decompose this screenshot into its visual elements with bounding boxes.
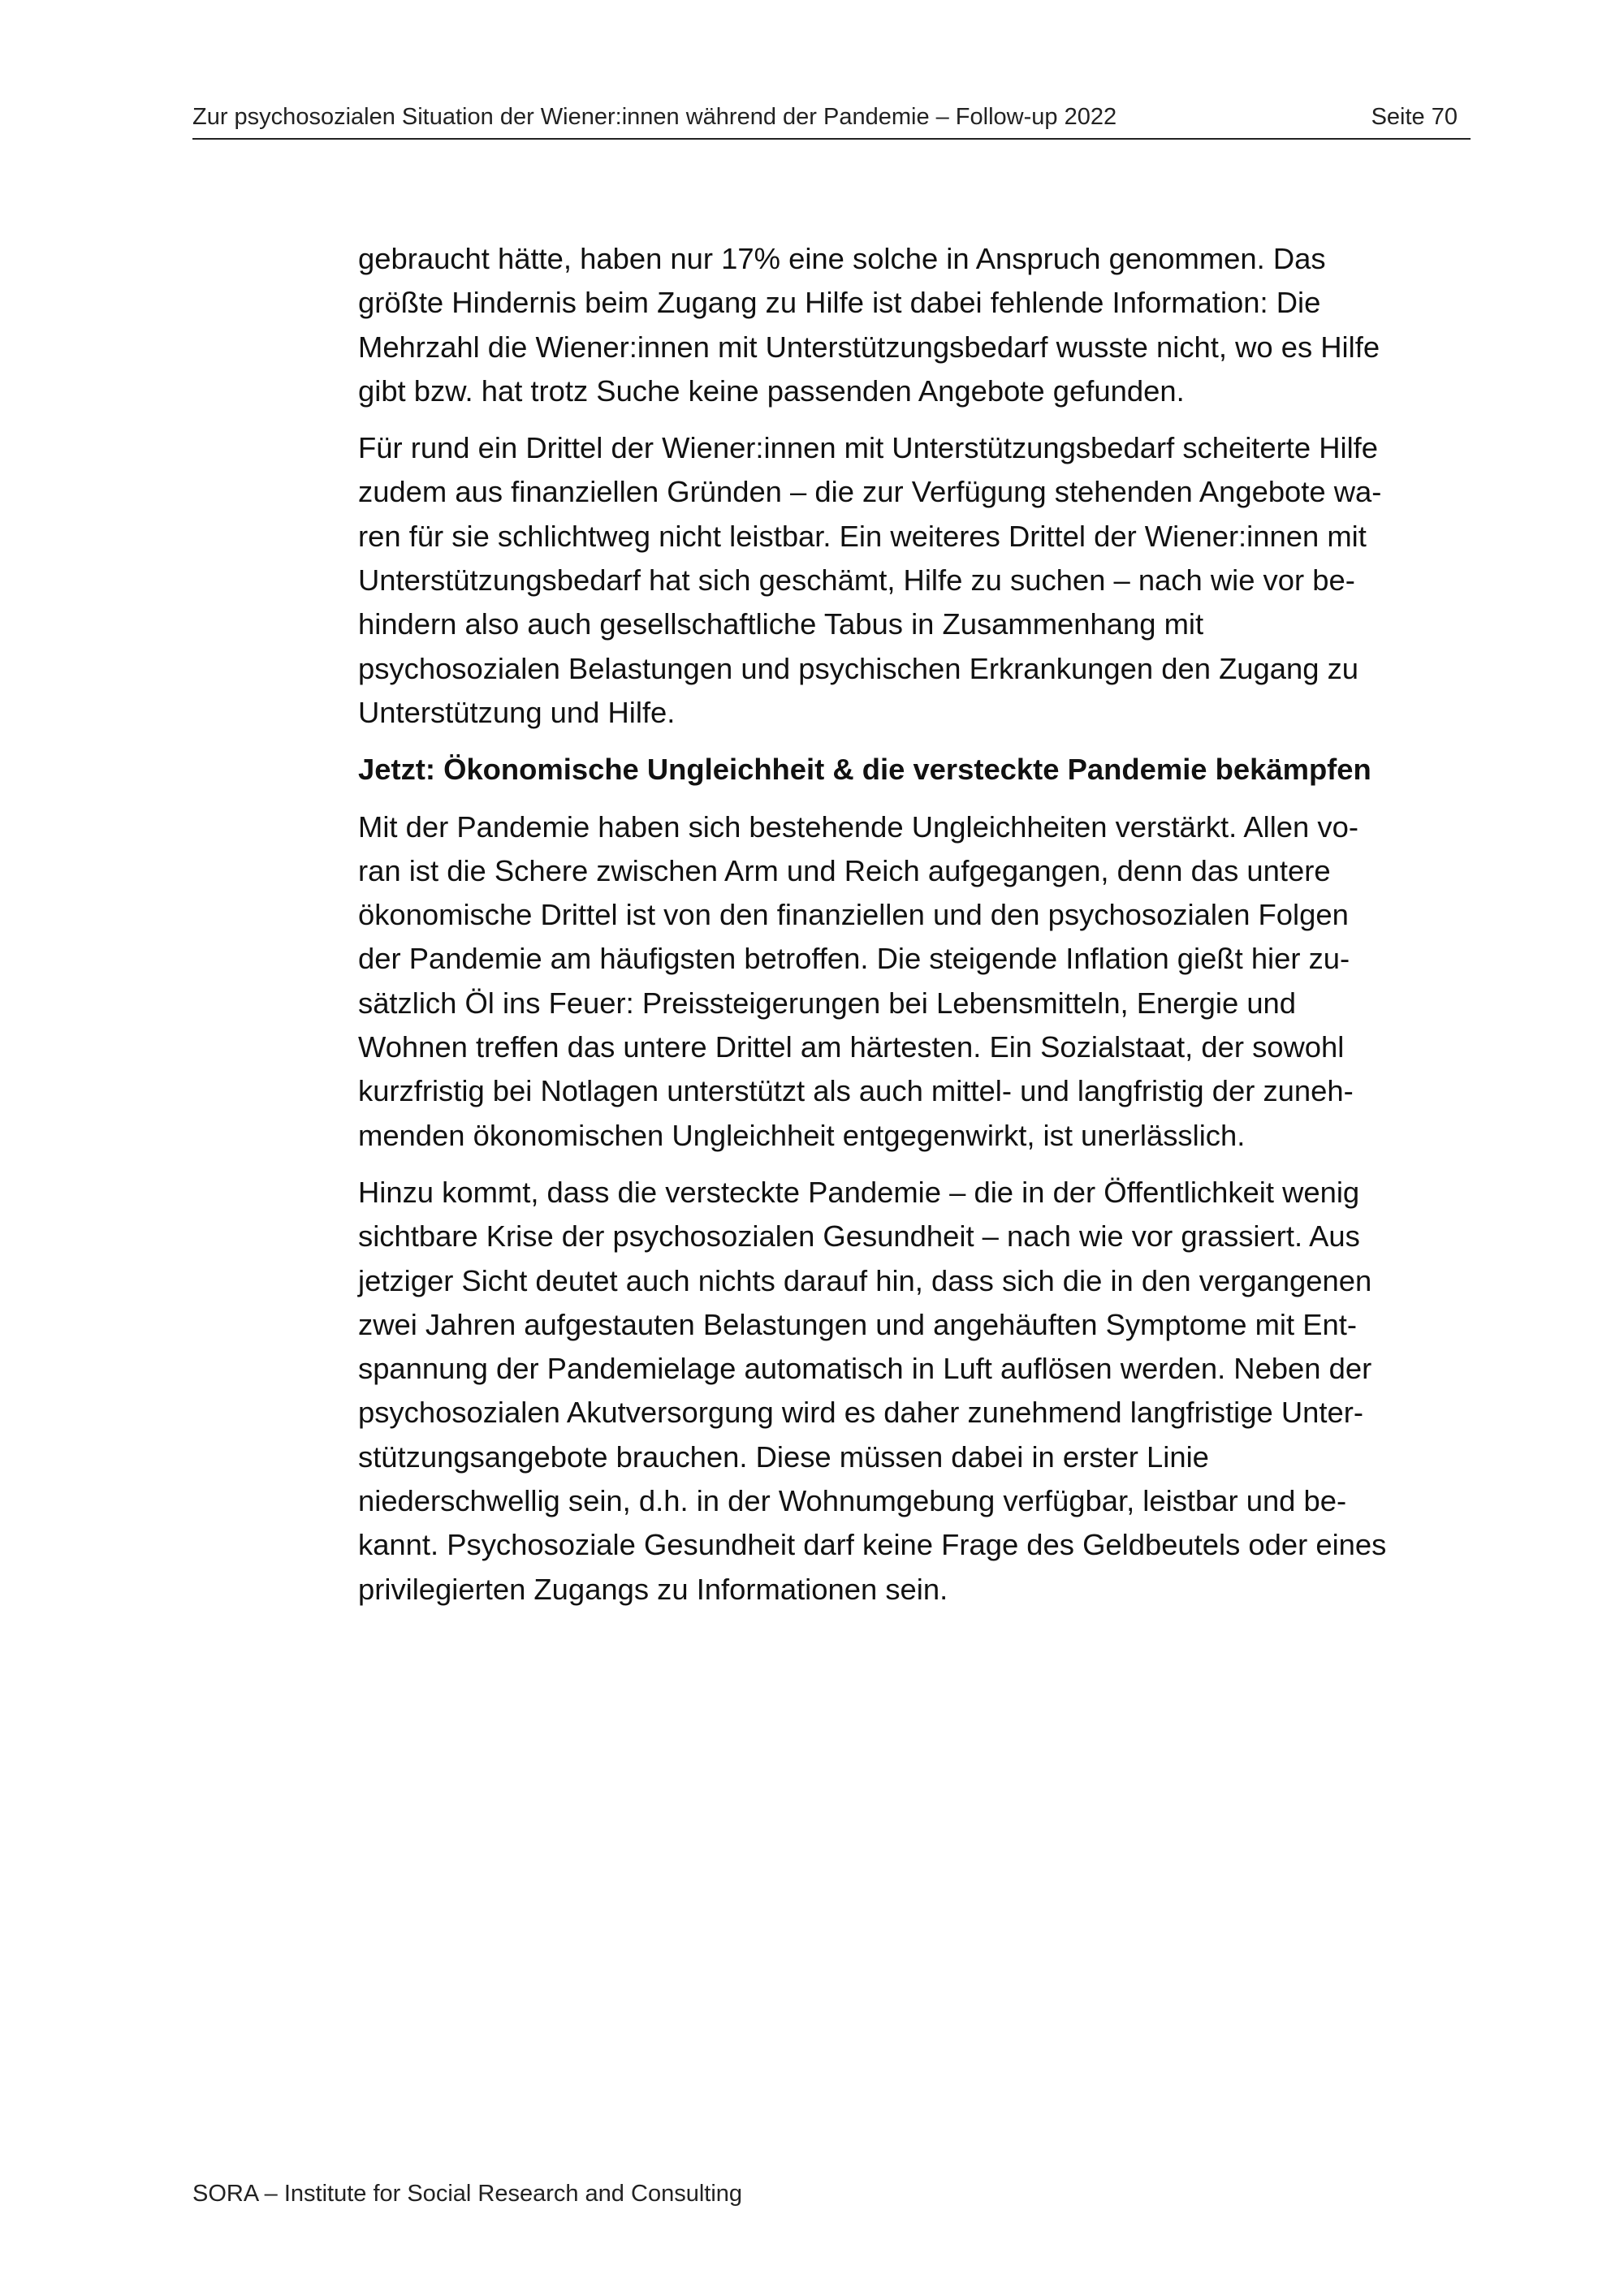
text-line: größte Hindernis beim Zugang zu Hilfe ist dabei fehlende Information: Die: [358, 286, 1321, 320]
text-line: ran ist die Schere zwischen Arm und Reich aufgegangen, denn das untere: [358, 853, 1331, 887]
text-line: gebraucht hätte, haben nur 17% eine solche in Anspruch genommen. Das: [358, 242, 1326, 275]
page-number: Seite 70: [1371, 104, 1458, 130]
text-line: ökonomische Drittel ist von den finanziellen und den psychosozialen Folgen: [358, 898, 1349, 932]
text-line: hindern also auch gesellschaftliche Tabus in Zusammenhang mit: [358, 607, 1204, 641]
text-line: zwei Jahren aufgestauten Belastungen und angehäuften Symptome mit Ent-: [358, 1307, 1357, 1341]
text-line: zudem aus finanziellen Gründen – die zur Verfügung stehenden Angebote wa-: [358, 475, 1382, 509]
paragraph-help-access: [358, 237, 1471, 413]
text-line: Mit der Pandemie haben sich bestehende Ungleichheiten verstärkt. Allen vo-: [358, 809, 1358, 844]
text-line: Für rund ein Drittel der Wiener:innen mit Unterstützungsbedarf scheiterte Hilfe: [358, 431, 1379, 465]
text-line: menden ökonomischen Ungleichheit entgegenwirkt, ist unerlässlich.: [358, 1118, 1246, 1152]
text-line: Hinzu kommt, dass die versteckte Pandemie – die in der Öffentlichkeit wenig: [358, 1175, 1360, 1209]
text-line: niederschwellig sein, d.h. in der Wohnumgebung verfügbar, leistbar und be-: [358, 1484, 1347, 1518]
paragraph-inequality: [358, 805, 1471, 1158]
main-content: [358, 237, 1471, 1625]
page-footer: SORA – Institute for Social Research and Consulting: [192, 2181, 743, 2207]
paragraph-hidden-pandemic: [358, 1171, 1471, 1612]
text-line: der Pandemie am häufigsten betroffen. Die steigende Inflation gießt hier zu-: [358, 942, 1350, 976]
section-heading: Jetzt: Ökonomische Ungleichheit & die versteckte Pandemie bekämpfen: [358, 753, 1371, 787]
text-line: sichtbare Krise der psychosozialen Gesundheit – nach wie vor grassiert. Aus: [358, 1219, 1360, 1254]
text-line: psychosozialen Akutversorgung wird es daher zunehmend langfristige Unter-: [358, 1396, 1363, 1430]
text-line: Mehrzahl die Wiener:innen mit Unterstützungsbedarf wusste nicht, wo es Hilfe: [358, 330, 1380, 364]
text-line: jetziger Sicht deutet auch nichts darauf hin, dass sich die in den vergangenen: [358, 1263, 1372, 1297]
text-line: psychosozialen Belastungen und psychischen Erkrankungen den Zugang zu: [358, 651, 1359, 685]
text-line: spannung der Pandemielage automatisch in Luft auflösen werden. Neben der: [358, 1352, 1372, 1386]
text-line: stützungsangebote brauchen. Diese müssen dabei in erster Linie: [358, 1439, 1209, 1474]
text-line: Unterstützung und Hilfe.: [358, 695, 676, 729]
text-line: Unterstützungsbedarf hat sich geschämt, Hilfe zu suchen – nach wie vor be-: [358, 563, 1355, 598]
page-header: [192, 101, 1471, 140]
text-line: gibt bzw. hat trotz Suche keine passenden Angebote gefunden.: [358, 373, 1185, 408]
paragraph-financial-barriers: [358, 426, 1471, 735]
text-line: kurzfristig bei Notlagen unterstützt als auch mittel- und langfristig der zuneh-: [358, 1074, 1354, 1108]
text-line: kannt. Psychosoziale Gesundheit darf keine Frage des Geldbeutels oder eines: [358, 1528, 1387, 1562]
text-line: privilegierten Zugangs zu Informationen sein.: [358, 1572, 948, 1606]
text-line: sätzlich Öl ins Feuer: Preissteigerungen bei Lebensmitteln, Energie und: [358, 986, 1297, 1020]
text-line: ren für sie schlichtweg nicht leistbar. Ein weiteres Drittel der Wiener:innen mit: [358, 519, 1367, 553]
document-title: Zur psychosozialen Situation der Wiener:innen während der Pandemie – Follow-up 2022: [192, 104, 1117, 130]
text-line: Wohnen treffen das untere Drittel am härtesten. Ein Sozialstaat, der sowohl: [358, 1030, 1345, 1064]
